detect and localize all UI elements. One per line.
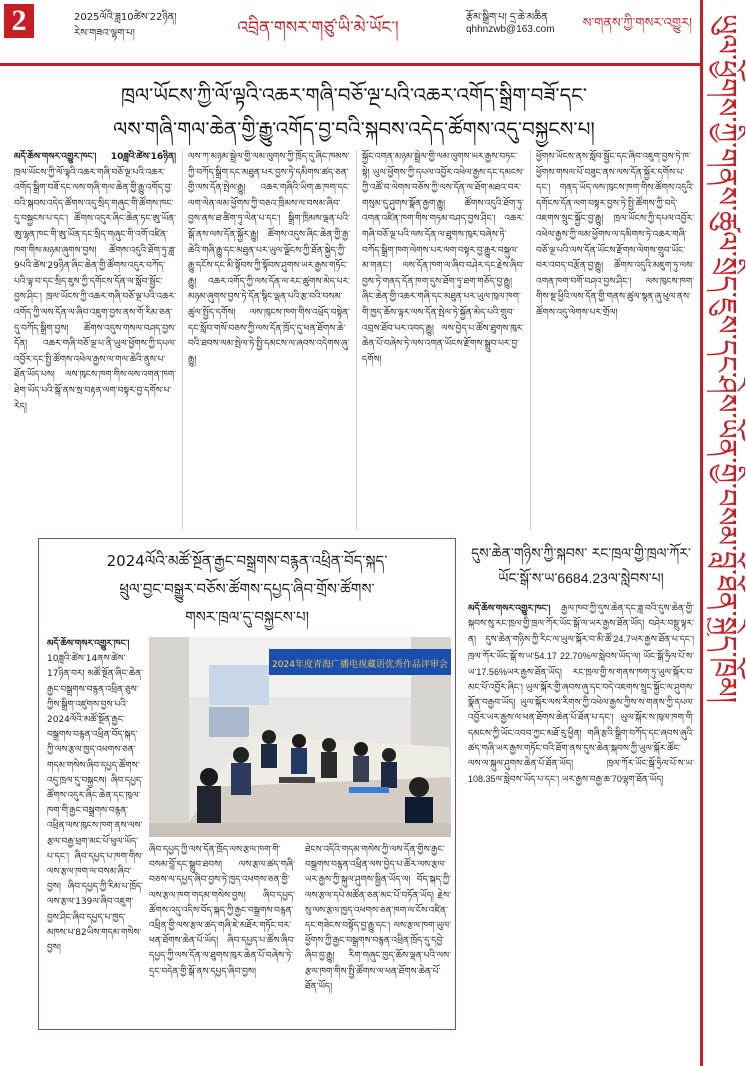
boxed-headline-line2: ཕྲུལ་བྱང་བསྒྱུར་བཅོས་ཚོགས་དཔྱད་ཞིབ་གྲོས་ཚོགས་ <box>119 580 375 598</box>
meeting-banner-text: 2024年度青海广播电视藏语优秀作品评审会 <box>272 660 448 670</box>
main-headline <box>14 78 694 146</box>
column-divider <box>530 150 531 530</box>
section-name: ས་གནས་ཀྱི་གསར་འགྱུར། <box>582 16 692 31</box>
column-divider <box>356 150 357 530</box>
stat-value: 108.35 <box>468 774 496 785</box>
right-headline-line1: དུས་ཆེན་གཉིས་ཀྱི་སྐབས་ <box>471 546 588 562</box>
stat-value: 54.17 <box>534 650 557 661</box>
boxed-dateline: མདོ་ཆོས་གསར་འགྱུར་ཁང་། <box>47 639 130 649</box>
article-column: ལས་ཀ་མཉམ་སྦྲེལ་གྱི་ལམ་ལུགས་ཀྱི་ཁྲོད་དུ་ཞིང་ཁམས་ཀྱི་བཀོད་སྒྲིག་དང་མཐུན་པར་བྱས་ཏེ་དམིགས་ཚད་ཅན་གྱི་ལས་དོན་སྤེལ་རྒྱུ། འཆར་གཞིའི་ཡིག་ཆ་ཁག་དང་ལག་ལེན་ལམ་ཕྱོགས་ཀྱི་བཅའ་ཁྲིམས་ལ་བསམ་ཞིབ་བྱས་ནས་ཐ་ཚིག་ཏུ་ལེན་པ་དང་། སྒྲིག་ཁྲིམས་ལྡན་པའི་སྒོ་ནས་ལས་དོན་སྐྱོར་རྒྱུ། ཚོགས་འདུས་ཞིང་ཆེན་གྱི་རྒྱ་ཆེའི་གཞི་རྒྱུ་དང་མཐུན་པར་ཡུལ་ལྗོངས་ཀྱི་ཐོན་སྐྱེད་ཀྱི་རྒྱུ་དངོས་དང་མི་སྟོབས་ཀྱི་སྟོབས་ཤུགས་ཡར་རྒྱས་གཏོང་རྒྱུ། འཆར་འགོད་ཀྱི་ལས་དོན་ལ་རང་ཚུགས་མེད་པར་མཉམ་ཞུགས་བྱས་ཏེ་དོན་སྙིང་ལྡན་པའི་རྩ་བའི་བསམ་ཚུལ་སྤྱོད་དགོས། ལས་ཁུངས་ཁག་གིས་འཕྲོད་བསྟེན་དང་སློབ་གསོ་བཅས་ཀྱི་ལས་དོན་ཁྲོད་དུ་ཕན་ཐོགས་ཆེ་བའི་ཐབས་ལམ་སྤེལ་ཏེ་སྤྱི་དམངས་ལ་ཞབས་འདེགས་ཞུ་རྒྱུ། <box>188 152 350 365</box>
right-article-text: ལྷག་ཐོན་ཡོད། <box>621 775 664 786</box>
right-article-text: ལ་སླེབས་ཡོད་པ་དང་། ཡར་རྒྱས་བརྒྱ་ཆ་ <box>495 775 612 786</box>
right-headline-line2: རང་ཁྲལ་གྱི་ཁྲལ་ཀོར་ཡོང་སྒོ་ས་ཡ་ <box>498 546 691 587</box>
meeting-photo-image <box>149 637 451 837</box>
article-text: ཁྲལ་ཡོངས་ཀྱི་ལོ་ལྟའི་འཆར་གཞི་བཅོ་ལྔ་པའི་འཆར་འགོད་སྒྲིག་བཟོ་དང་ལས་གཞི་གལ་ཆེན་གྱི་རྒྱུ་འགོད་བྱ་བའི་སྐབས་འདེད་ཚོགས་འདུ་སྲིད་གཞུང་གི་ཚོགས་ཁང་དུ་བསྐྱངས་པ་དང་། ཚོགས་འདུར་ཞིང་ཆེན་ཏང་ཨུ་ཡོན་ཨུ་ལྷན་ཁང་གི་ཨུ་ཡོན་དང་སྲིད་གཞུང་གི་འགོ་འཛིན་ཁག་གིས་མཉམ་ཞུགས་བྱས། ཚོགས་འདུའི་ཐོག་ཏུ་ཟླ་9པའི་ཚེས་29ཉིན་ཞིང་ཆེན་གྱི་ཚོགས་འདུར་བཀོད་པའི་ལྟ་བ་དང་སྲིད་ཇུས་ཀྱི་དགོངས་དོན་ལ་སློབ་སྦྱོང་བྱས་ཤིང་། ཁྲལ་ཡོངས་ཀྱི་འཆར་གཞི་བཅོ་ལྔ་པའི་འཆར་འགོད་ཀྱི་ལས་དོན་ལ་ཞིབ་འཇུག་བྱས་ནས་གོ་རིམ་ཅན་དུ་བཀོད་སྒྲིག་བྱས། ཚོགས་འདུས་གསལ་བཤད་བྱས་དོན། འཆར་གཞི་བཅོ་ལྔ་པ་ནི་ཡུལ་ཕྱོགས་ཀྱི་དཔལ་འབྱོར་དང་སྤྱི་ཚོགས་འཕེལ་རྒྱས་ལ་གལ་ཆེའི་ནུས་པ་ཐོན་ཡོད་པས། ལས་ཁུངས་ཁག་གིས་ལས་འགན་ཁག་ཐེག་ཡོད་པའི་སྒོ་ནས་སྲ་བརྟན་ལག་བསྟར་བྱ་དགོས་པ་རེད། <box>14 167 176 412</box>
stat-value: 17.56% <box>476 666 507 677</box>
stat-value: 22.70% <box>560 650 591 661</box>
issue-weekday: རེས་གཟའ་ལྷག་པ། <box>74 28 135 39</box>
meeting-photo <box>149 637 451 837</box>
right-dateline: མདོ་ཆོས་གསར་འགྱུར་ཁང་། <box>468 604 551 614</box>
right-article-body <box>468 602 694 1032</box>
page-number: 2 <box>4 4 34 38</box>
boxed-article-headline <box>47 547 447 631</box>
boxed-article-column: ཞིབ་དཔྱད་ཀྱི་ལས་དོན་ཁྲོད་ལས་རྩལ་ཁག་གི་བསམ་བློ་དང་སྒྲུབ་ཐབས། ལས་རྩལ་ཚད་གཞི་བཅས་ལ་དཔྱད་ཞིབ་བྱས་ཏེ་ཁྱད་འཕགས་ཅན་གྱི་ལས་རྩལ་ཁག་གདམ་གསེས་བྱས། ཞིབ་དཔྱད་ཚོགས་འདུ་འདིས་བོད་སྐད་ཀྱི་རྒྱང་བསྒྲགས་བརྙན་འཕྲིན་གྱི་ལས་རྩལ་ཚད་གཞི་ཇེ་མཐོར་གཏོང་བར་ཕན་ཐོགས་ཆེན་པོ་ཡོད། ཞིབ་དཔྱད་པ་ཚོས་ཞིབ་དཔྱད་ཀྱི་ལས་དོན་ལ་ཐུགས་ཁུར་ཆེན་པོ་བཞེས་ཏེ་དྲང་བདེན་གྱི་སྒོ་ནས་དཔྱད་ཞིབ་བྱས། <box>149 845 295 977</box>
editor-credit: རྩོམ་སྒྲིག་པ། དྲ་ཆེ་མཆིན <box>466 12 548 23</box>
article-dateline: མདོ་ཆོས་གསར་འགྱུར་ཁང་། 10ཟླའི་ཚེས་16ཉིན། <box>14 152 176 162</box>
main-headline-line1: ཁྲལ་ཡོངས་ཀྱི་ལོ་ལྟའི་འཆར་གཞི་བཅོ་ལྔ་པའི་འཆར་འགོད་སྒྲིག་བཟོ་དང་ <box>121 83 587 107</box>
stat-value: 70 <box>611 774 622 785</box>
banner-text: ཡུལ་ཕྱོགས་ཀྱི་གནས་ཚུལ་སྲིད་ཇུས་དང་ཤེས་ཡོན་གྱི་བསམ་བློ་ཐོན་སྐྱེད་ཁྲོམ། <box>710 14 743 703</box>
boxed-article-column: ཐེངས་འདིའི་གདམ་གསེས་ཀྱི་ལས་དོན་གྱིས་རྒྱང་བསྒྲགས་བརྙན་འཕྲིན་ལས་བྱེད་པ་ཚོར་ལས་རྩལ་ཡར་རྒྱས་ཀྱི་སྐུལ་ཤུགས་སྦྱིན་ཡོད་ལ། བོད་སྐད་ཀྱི་ལས་རྩལ་དཔེ་མཚོན་ཅན་མང་པོ་བཏོན་ཡོད། རྗེས་སུ་ལས་རྩལ་ཁྱད་འཕགས་ཅན་ཁག་ལ་ངོས་འཛིན་དང་གཟེངས་བསྟོད་བྱ་རྒྱུ་དང་། ལས་རྩལ་ཁག་ཡུལ་ཕྱོགས་ཀྱི་རྒྱང་བསྒྲགས་བརྙན་འཕྲིན་ཁྲོད་དུ་དབྱེ་ཞིབ་བྱ་རྒྱུ། རིག་གཞུང་ཁྱད་ཆོས་ལྡན་པའི་ལས་རྩལ་ཁག་གིས་སྤྱི་ཚོགས་ལ་ཕན་ཐོགས་ཆེན་པོ་ཐོན་ཡོད། <box>305 845 451 992</box>
vertical-banner <box>700 0 746 1066</box>
column-divider <box>182 150 183 530</box>
main-headline-line2: ལས་གཞི་གལ་ཆེན་གྱི་རྒྱུ་འགོད་བྱ་བའི་སྐབས་འདེད་ཚོགས་འདུ་བསྐྱངས་པ། <box>113 117 595 141</box>
main-article-body <box>14 150 694 536</box>
boxed-article-text: 10ཟླའི་ཚེས་14ནས་ཚེས་17ཉིན་བར། མཚོ་སྔོན་ཞིང་ཆེན་རྒྱང་བསྒྲགས་བརྙན་འཕྲིན་ཅུས་ཀྱིས་སྒྲིག་འཛུགས་བྱས་པའི་2024ལོའི་མཚོ་སྔོན་རྒྱང་བསྒྲགས་བརྙན་འཕྲིན་བོད་སྐད་ཀྱི་ལས་རྩལ་ཁྱད་འཕགས་ཅན་གདམ་གསེས་ཞིབ་དཔྱད་ཚོགས་འདུ་ཁྲལ་དུ་བསྐྱངས། ཞིབ་དཔྱད་ཚོགས་འདུར་ཞིང་ཆེན་དང་ཁུལ་ཁག་གི་རྒྱང་བསྒྲགས་བརྙན་འཕྲིན་ལས་ཁུངས་ཁག་ནས་ལས་རྩལ་བརྒྱ་ཕྲག་མང་པོ་ཕུལ་ཡོད་པ་དང་། ཞིབ་དཔྱད་པ་ཁག་གིས་ལས་རྩལ་ཁག་ལ་བསམ་ཞིབ་བྱས། ཞིབ་དཔྱད་ཀྱི་རིམ་པ་ཁྲོད་ལས་རྩལ་139ལ་ཞིབ་འཇུག་བྱས་ཤིང་ཞིབ་དཔྱད་པ་ཁྱད་མཁས་པ་82ཡིས་གདམ་གསེས་བྱས། <box>47 654 143 954</box>
right-article-headline <box>468 542 694 591</box>
right-article-text: ལ་སླེབས་ཡོད་ལ། ཡོང་སྒོ་ཧྲིལ་པོ་ས་ཡ་ <box>468 651 694 678</box>
boxed-article-column <box>47 637 143 1023</box>
right-article-text: ཡར་རྒྱས་ཐོན་ཡོད། རང་ཁྲལ་གྱི་ས་གནས་ཁག་ཏུ་ཡུལ་སྐོར་བ་མང་པོ་འབྱོར་ཞིང་། ཡུལ་སྐོར་གྱི་ཞབས་ཞུ་དང་བདེ་འཇགས་སྲུང་སྐྱོང་ལ་ཤུགས་སྣོན་བརྒྱབ་ཡོད། ཡུལ་སྐོར་ལས་རིགས་ཀྱི་འཕེལ་རྒྱས་ཀྱིས་ས་གནས་ཀྱི་དཔལ་འབྱོར་ཡར་རྒྱས་ལ་ཕན་ཐོགས་ཆེན་པོ་ཐོན་པ་དང་། ཡུལ་སྐོར་ས་ཁུལ་ཁག་གི་དམངས་ཀྱི་ཡོང་འབབ་ཀྱང་མཐོ་རུ་ཕྱིན། གཞི་རྩའི་སྒྲིག་བཀོད་དང་ཞབས་ཞུའི་ཚད་གཞི་ཡར་རྒྱས་གཏོང་བའི་ཐོག་ནས་དུས་ཆེན་སྐབས་ཀྱི་ཡུལ་སྐོར་ཚོང་ལས་ལ་སྐུལ་ཤུགས་ཆེན་པོ་ཐོན་ཡོད། ཁྲལ་ཀོར་ཡོང་སྒོ་ཧྲིལ་པོ་ས་ཡ་ <box>468 667 694 770</box>
editor-email: qhhnzwb@163.com <box>466 24 555 35</box>
article-column: ཕྱོགས་ཡོངས་ནས་སློབ་སྦྱོང་དང་ཞིབ་འཇུག་བྱས་ཏེ་ཁ་ཕྱོགས་གསལ་པོ་བཟུང་ནས་ལས་དོན་སྐྱོར་དགོས་པ་དང་། གནད་ཡོད་ལས་ཁུངས་ཁག་གིས་ཚོགས་འདུའི་དགོངས་དོན་ལག་བསྟར་བྱས་ཏེ་སྤྱི་ཚོགས་ཀྱི་བདེ་འཇགས་སྲུང་སྐྱོང་བྱ་རྒྱུ། ཁྲལ་ཡོངས་ཀྱི་དཔལ་འབྱོར་འཕེལ་རྒྱས་ཀྱི་ལམ་ཕྱོགས་ལ་དམིགས་ཏེ་འཆར་གཞི་བཅོ་ལྔ་པའི་ལས་དོན་ཡོངས་རྫོགས་ལེགས་གྲུབ་ཡོང་བར་འབད་བརྩོན་བྱ་རྒྱུ། ཚོགས་འདུའི་མཇུག་ཏུ་ལས་འགན་ཁག་བགོ་བཤའ་བྱས་ཤིང་། ལས་ཁུངས་ཁག་གིས་སྔ་ཕྱིའི་ལས་དོན་གྱི་གནས་ཚུལ་སྙན་ཞུ་ཕུལ་ནས་ཚོགས་འདུ་ལེགས་པར་གྲོལ། <box>536 152 694 318</box>
issue-date: 2025ལོའི་ཟླ10ཚེས་22ཉིན། <box>74 12 177 23</box>
article-column: སྐྱོང་འགན་མཉམ་སྦྲེལ་གྱི་ལམ་ལུགས་ཡར་རྒྱས་བཏང་སྟེ། ཡུལ་ཕྱོགས་ཀྱི་དཔལ་འབྱོར་འཕེལ་རྒྱས་དང་དམངས་ཀྱི་འཚོ་བ་ལེགས་བཅོས་ཀྱི་ལས་དོན་ལ་ཐོག་མཐའ་བར་གསུམ་དུ་ཤུགས་སྣོན་རྒྱག་རྒྱུ། ཚོགས་འདུའི་ཐོག་ཏུ་འགན་འཛིན་ཁག་གིས་གཏམ་བཤད་བྱས་ཤིང་། འཆར་གཞི་བཅོ་ལྔ་པའི་ལས་དོན་ལ་ཐུགས་ཁུར་བཞེས་ཏེ་བཀོད་སྒྲིག་ཁག་ལེགས་པར་ལག་བསྟར་བྱ་རྒྱུར་བསྐུལ་མ་གནང་། ལས་དོན་ཁག་ལ་ཞིབ་བཤེར་དང་རྗེས་ཞིབ་བྱས་ཏེ་གནད་དོན་ཁག་དུས་ཐོག་ཏུ་ཐག་གཅོད་བྱ་རྒྱུ། ཞིང་ཆེན་གྱི་འཆར་གཞི་དང་མཐུན་པར་ཡུལ་ཁུལ་ཁག་གི་ཁྱད་ཆོས་ལྟར་ལས་དོན་སྤེལ་ཏེ་སྐྱོན་མེད་པའི་གྲུབ་འབྲས་ཐོབ་པར་འབད་རྒྱུ། ལས་བྱེད་པ་ཚོས་ཐུགས་ཁུར་ཆེན་པོ་བཞེས་ཏེ་ལས་འགན་ཡོངས་རྫོགས་སྒྲུབ་པར་བྱ་དགོས། <box>362 152 524 365</box>
newspaper-name: འབྲིན་གསར་གཙུ་ཡི་མེ་ཡོང་། <box>237 18 399 38</box>
masthead <box>0 0 700 66</box>
boxed-headline-line3: གསར་ཁྲལ་དུ་བསྐྱངས་པ། <box>185 608 309 626</box>
stat-value: 24.7 <box>613 634 631 645</box>
article-column <box>14 150 176 530</box>
right-article-text: རྒྱལ་ཁབ་ཀྱི་དུས་ཆེན་དང་ཟླ་བའི་དུས་ཆེན་གྱི་སྐབས་སུ་རང་ཁྲལ་གྱི་ཁྲལ་ཀོར་ཡོང་སྒོ་ལ་ཡར་རྒྱས་ཐོན་ཡོད། བཤེར་བསྡུ་ལྟར་ན། དུས་ཆེན་གཉིས་ཀྱི་རིང་ལ་ཡུལ་སྐོར་བ་མི་ཚོ་ <box>468 604 694 646</box>
right-article-text: ཡར་རྒྱས་ཐོན་པ་དང་། ཁྲལ་ཀོར་ཡོང་སྒོ་ས་ཡ་ <box>468 635 694 662</box>
boxed-article <box>38 538 456 1030</box>
headline-amount: 6684.23 <box>557 570 608 586</box>
right-headline-line3: ལ་སླེབས་པ། <box>607 571 664 587</box>
boxed-headline-line1: 2024ལོའི་མཚོ་སྔོན་རྒྱང་བསྒྲགས་བརྙན་འཕྲིན་བོད་སྐད་ <box>106 552 388 570</box>
